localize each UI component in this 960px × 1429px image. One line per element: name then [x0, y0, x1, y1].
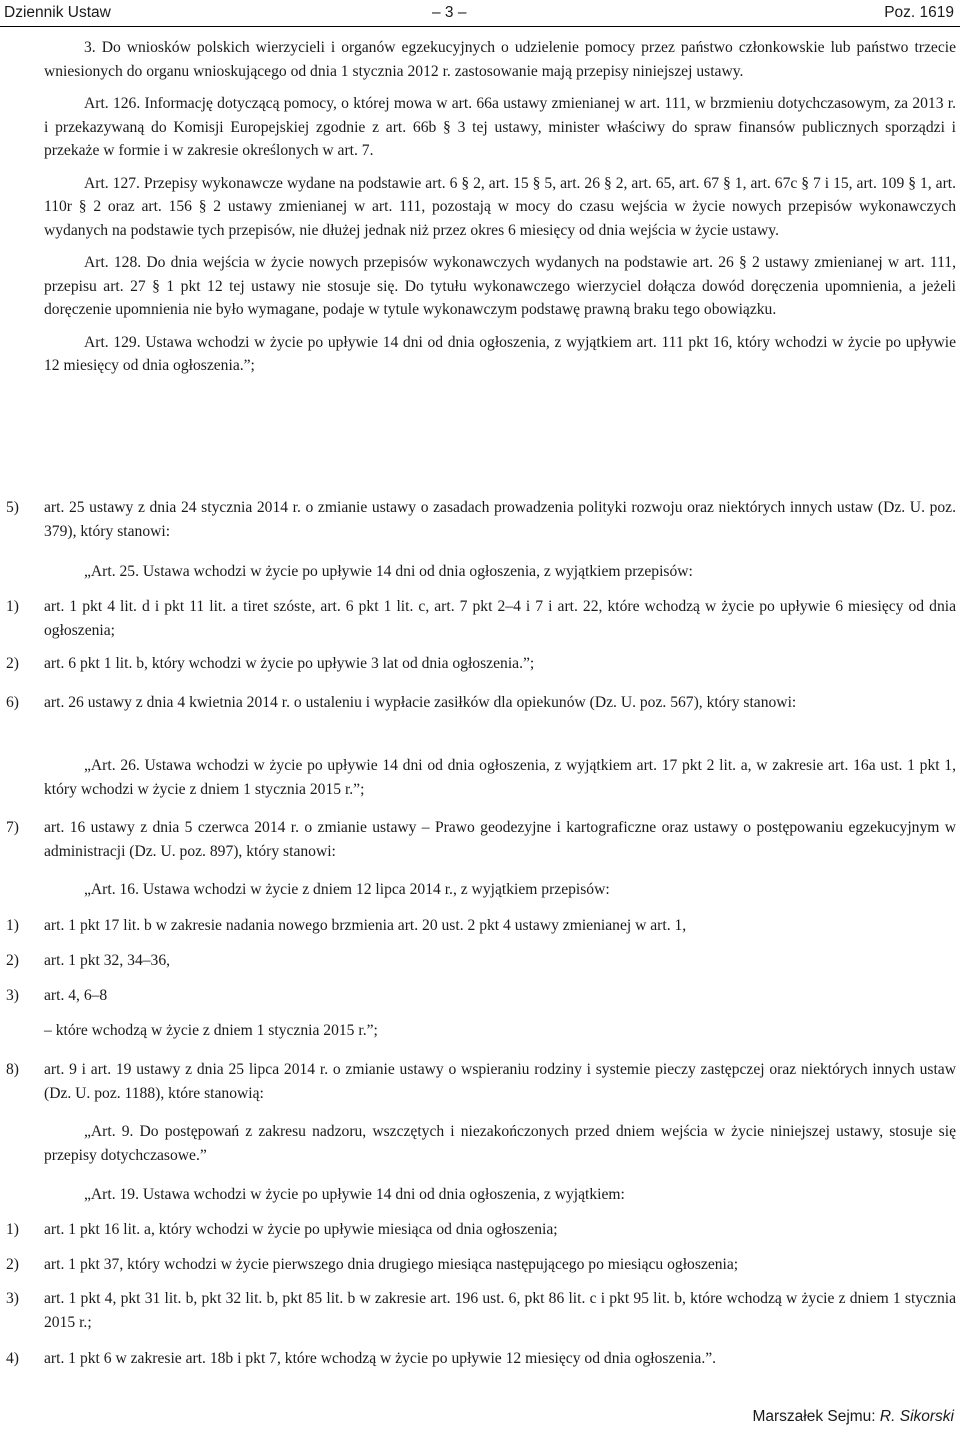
signature-name: R. Sikorski	[879, 1408, 954, 1425]
point-1: 1) art. 1 pkt 4 lit. d i pkt 11 lit. a tiret szóste, art. 6 pkt 1 lit. c, art. 7 pkt 2–4 i 7 i art. 22, które wchodzą w życie po upływie 6 miesięcy od dnia ogłoszenia;	[6, 598, 956, 639]
art-9-quote: „Art. 9. Do postępowań z zakresu nadzoru, wszczętych i niezakończonych przed dniem wejścia w życie niniejszej ustawy, stosuje się przepisy dotychczasowe.”	[44, 1123, 956, 1164]
point-3c: 3) art. 1 pkt 4, pkt 31 lit. b, pkt 32 lit. b, pkt 85 lit. b w zakresie art. 196 ust. 6, pkt 86 lit. c i pkt 95 lit. b, które wchodzą w życie z dniem 1 stycznia 2015 r.;	[6, 1290, 956, 1331]
art-127: Art. 127. Przepisy wykonawcze wydane na podstawie art. 6 § 2, art. 15 § 5, art. 26 § 2, art. 65, art. 67 § 1, art. 67c § 7 i 15, art. 109 § 1, art. 110r § 2 oraz art. 156 § 2 ustawy zmienianej w art. 111, pozostają w mocy do czasu wejścia w życie nowych przepisów wykonawczych wydanych na podstawie tych przepisów, nie dłużej jednak niż przez okres 6 miesięcy od dnia wejścia w życie ustawy.	[44, 174, 956, 239]
list-item-5	[6, 496, 956, 543]
closing-clause: – które wchodzą w życie z dniem 1 stycznia 2015 r.”;	[44, 1022, 378, 1039]
position-number: Poz. 1619	[884, 4, 954, 21]
point-2b: 2) art. 1 pkt 32, 34–36,	[6, 952, 171, 969]
signature	[752, 1405, 954, 1429]
art-25-quote: „Art. 25. Ustawa wchodzi w życie po upływie 14 dni od dnia ogłoszenia, z wyjątkiem przepisów:	[84, 563, 693, 580]
page-header	[0, 0, 960, 27]
list-item-7: 7) art. 16 ustawy z dnia 5 czerwca 2014 r. o zmianie ustawy – Prawo geodezyjne i kartograficzne oraz ustawy o postępowaniu egzekucyjnym w administracji (Dz. U. poz. 897), który stanowi:	[6, 819, 956, 860]
art-129: Art. 129. Ustawa wchodzi w życie po upływie 14 dni od dnia ogłoszenia, z wyjątkiem art. 111 pkt 16, który wchodzi w życie po upływie 12 miesięcy od dnia ogłoszenia.”;	[44, 333, 956, 374]
point-2: 2) art. 6 pkt 1 lit. b, który wchodzi w życie po upływie 3 lat od dnia ogłoszenia.”;	[6, 655, 535, 672]
page-number: – 3 –	[432, 4, 467, 21]
point-1c: 1) art. 1 pkt 16 lit. a, który wchodzi w życie po upływie miesiąca od dnia ogłoszenia;	[6, 1221, 558, 1238]
document-body	[44, 36, 956, 378]
list-item-8: 8) art. 9 i art. 19 ustawy z dnia 25 lipca 2014 r. o zmianie ustawy o wspieraniu rodziny i systemie pieczy zastępczej oraz niektórych innych ustaw (Dz. U. poz. 1188), które stanowią:	[6, 1061, 956, 1102]
journal-title: Dziennik Ustaw	[4, 4, 111, 21]
signature-label: Marszałek Sejmu:	[752, 1408, 880, 1425]
art-126: Art. 126. Informację dotyczącą pomocy, o której mowa w art. 66a ustawy zmienianej w art. 111, w brzmieniu dotychczasowym, za 2013 r. i przekazywaną do Komisji Europejskiej zgodnie z art. 66b § 3 tej ustawy, minister właściwy do spraw finansów publicznych sporządzi i przekaże w formie i w zakresie określonych w art. 7.	[44, 95, 956, 159]
art-16-quote: „Art. 16. Ustawa wchodzi w życie z dniem 12 lipca 2014 r., z wyjątkiem przepisów:	[84, 881, 610, 898]
list-item-text: art. 25 ustawy z dnia 24 stycznia 2014 r. o zmianie ustawy o zasadach prowadzenia polityki rozwoju oraz niektórych innych ustaw (Dz. U. poz. 379), który stanowi:	[44, 499, 956, 540]
point-3b: 3) art. 4, 6–8	[6, 987, 108, 1004]
list-item-number: 5)	[6, 499, 19, 516]
art-19-quote: „Art. 19. Ustawa wchodzi w życie po upływie 14 dni od dnia ogłoszenia, z wyjątkiem:	[84, 1186, 625, 1203]
art-128: Art. 128. Do dnia wejścia w życie nowych przepisów wykonawczych wydanych na podstawie art. 26 § 2 ustawy zmienianej w art. 111, przepisu art. 27 § 1 pkt 12 tej ustawy nie stosuje się. Do tytułu wykonawczego wierzyciel dołącza dowód doręczenia upomnienia, a jeżeli doręczenie upomnienia nie było wymagane, podaje w tytule wykonawczym podstawę prawną braku tego obowiązku.	[44, 254, 956, 318]
art-26-quote: „Art. 26. Ustawa wchodzi w życie po upływie 14 dni od dnia ogłoszenia, z wyjątkiem art. 17 pkt 2 lit. a, w zakresie art. 16a ust. 1 pkt 1, który wchodzi w życie z dniem 1 stycznia 2015 r.”;	[44, 757, 956, 798]
list-item-6: 6) art. 26 ustawy z dnia 4 kwietnia 2014 r. o ustaleniu i wypłacie zasiłków dla opiekunów (Dz. U. poz. 567), który stanowi:	[6, 694, 797, 711]
paragraph-3: 3. Do wniosków polskich wierzycieli i organów egzekucyjnych o udzielenie pomocy przez państwo członkowskie lub państwo trzecie wniesionych do organu wnioskującego od dnia 1 stycznia 2012 r. zastosowanie mają przepisy niniejszej ustawy.	[44, 39, 956, 80]
point-2c: 2) art. 1 pkt 37, który wchodzi w życie pierwszego dnia drugiego miesiąca następującego po miesiącu ogłoszenia;	[6, 1256, 739, 1273]
point-1b: 1) art. 1 pkt 17 lit. b w zakresie nadania nowego brzmienia art. 20 ust. 2 pkt 4 ustawy zmienianej w art. 1,	[6, 917, 687, 934]
point-4c: 4) art. 1 pkt 6 w zakresie art. 18b i pkt 7, które wchodzą w życie po upływie 12 miesięcy od dnia ogłoszenia.”.	[6, 1350, 717, 1367]
